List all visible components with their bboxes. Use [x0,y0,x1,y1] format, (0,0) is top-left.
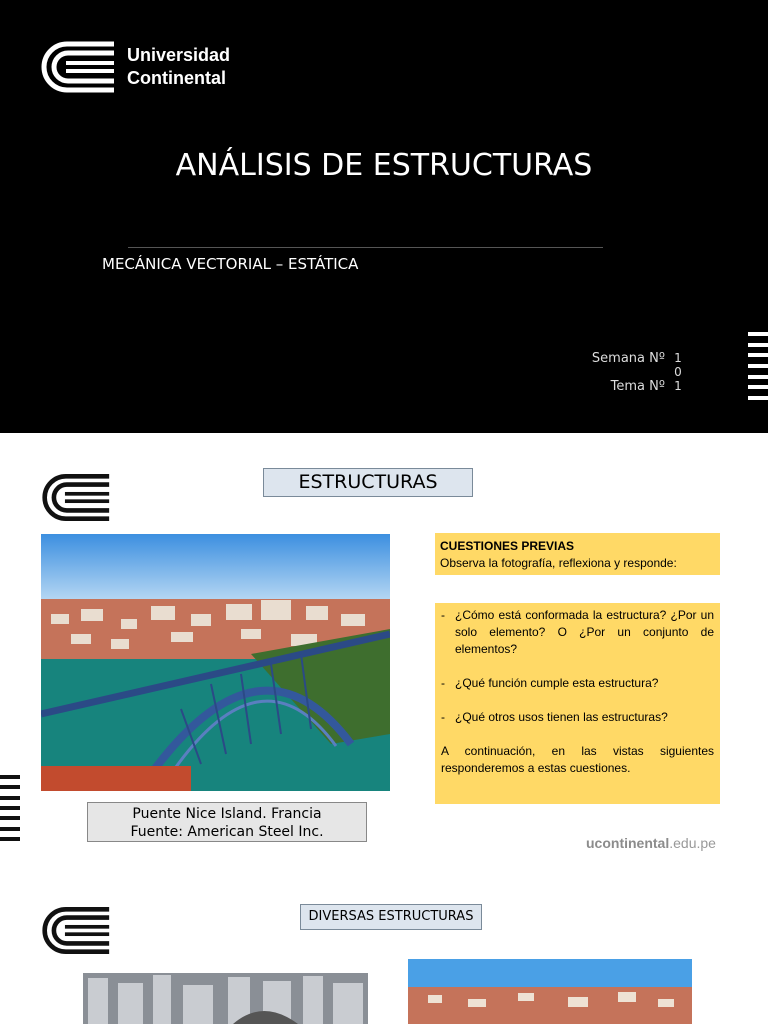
cuestiones-intro: Observa la fotografía, reflexiona y responde: [440,556,677,570]
cuestiones-list [435,603,720,804]
cuestiones-previas-header [435,533,720,575]
diversas-estructuras-slide [0,870,768,1024]
estructuras-slide [0,433,768,870]
stripes-decoration-icon [748,332,768,400]
question-item: - ¿Qué otros usos tienen las estructuras? [441,709,714,726]
caption-line-2: Fuente: American Steel Inc. [130,824,324,840]
semana-tema-values [673,351,683,393]
university-logo-icon [40,40,116,94]
site-bold: ucontinental [586,835,670,851]
divider [128,247,603,248]
stripes-decoration-icon [0,775,20,841]
site-rest: .edu.pe [669,835,716,851]
brand-line-2: Continental [127,68,226,88]
university-logo-icon [41,472,111,523]
tema-value: 1 [674,379,682,393]
slide-title: ANÁLISIS DE ESTRUCTURAS [175,148,593,183]
semana-digit-1: 1 [674,351,682,365]
question-item: - ¿Qué función cumple esta estructura? [441,675,714,692]
city-photo [408,959,692,1024]
question-item: - ¿Cómo está conformada la estructura? ¿Por un solo elemento? O ¿Por un conjunto de elementos? [441,608,714,656]
city-photo [83,973,368,1024]
caption-line-1: Puente Nice Island. Francia [132,806,322,822]
brand-line-1: Universidad [127,45,231,65]
university-logo-icon [41,905,111,956]
bridge-photo [41,534,390,791]
photo-caption [87,802,367,842]
semana-digit-2: 0 [674,365,682,379]
slide-title: DIVERSAS ESTRUCTURAS [300,904,482,930]
slide-subtitle: MECÁNICA VECTORIAL – ESTÁTICA [102,255,359,273]
tema-label: Tema Nº [610,379,665,394]
question-text: ¿Qué función cumple esta estructura? [455,676,659,690]
brand-name [127,44,230,90]
title-slide [0,0,768,433]
slide-title: ESTRUCTURAS [263,468,473,497]
cuestiones-title: CUESTIONES PREVIAS [440,539,575,553]
conclusion-text: A continuación, en las vistas siguientes responderemos a estas cuestiones. [441,744,714,775]
semana-label: Semana Nº [591,351,665,366]
website-footer [586,835,716,851]
question-text: ¿Qué otros usos tienen las estructuras? [455,710,668,724]
question-text: ¿Cómo está conformada la estructura? ¿Por un solo elemento? O ¿Por un conjunto de elementos? [455,608,714,656]
